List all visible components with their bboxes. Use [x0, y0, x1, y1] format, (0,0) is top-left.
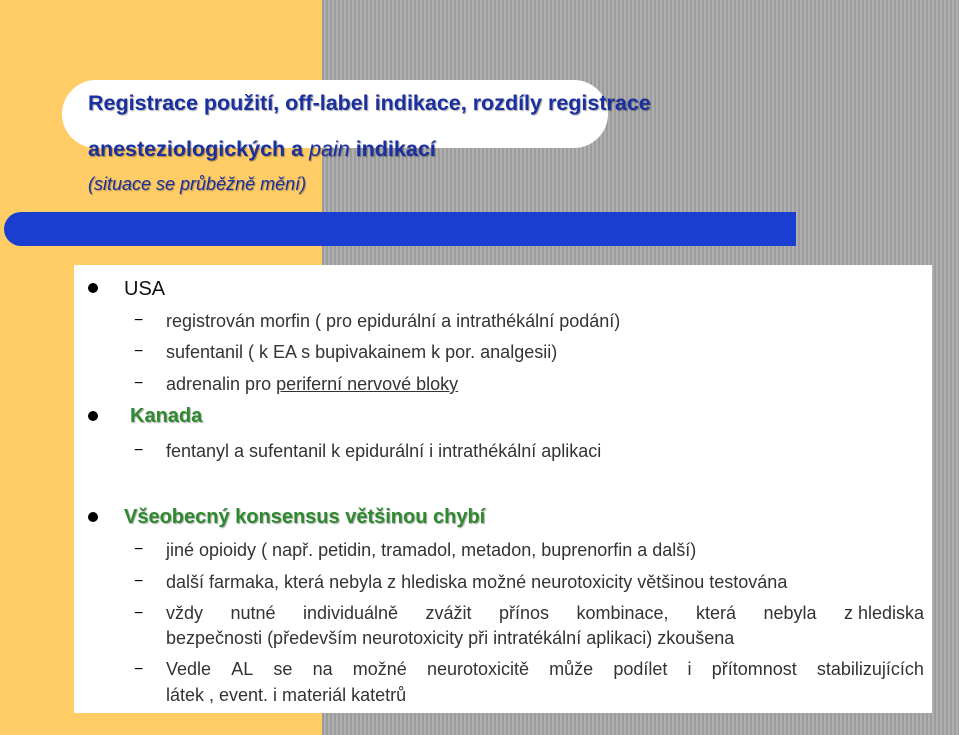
word: zvážit [425, 603, 472, 623]
word: podílet [613, 659, 668, 679]
bullet-dot-icon [88, 512, 98, 522]
word: kombinace, [576, 603, 669, 623]
word: vždy [166, 603, 204, 623]
word: nutné [230, 603, 276, 623]
word: se [273, 659, 293, 679]
dash-icon: − [134, 605, 144, 622]
list-item-continuation: látek , event. i materiál katetrů [166, 685, 407, 705]
decorative-blue-bar [4, 212, 796, 246]
title-line-2 [88, 134, 848, 174]
title-italic-word: pain [309, 137, 350, 161]
word: přínos [498, 603, 549, 623]
word: na [312, 659, 333, 679]
section-heading-kanada: Kanada [130, 405, 203, 427]
list-item [166, 374, 458, 395]
slide-subtitle: (situace se průběžně mění) [88, 174, 307, 194]
bullet-dot-icon [88, 411, 98, 421]
title-line-2-prefix: anesteziologických a [88, 137, 310, 161]
dash-icon: − [134, 312, 144, 329]
section-heading-konsensus: Všeobecný konsensus většinou chybí [124, 506, 486, 528]
word: z hlediska [843, 603, 924, 623]
list-item: další farmaka, která nebyla z hlediska možné neurotoxicity většinou testována [166, 572, 788, 592]
word: možné [352, 659, 407, 679]
word: přítomnost [711, 659, 797, 679]
dash-icon: − [134, 375, 144, 392]
title-line-1: Registrace použití, off-label indikace, rozdíly registrace [88, 91, 651, 115]
word: může [549, 659, 594, 679]
list-item-continuation: bezpečnosti (především neurotoxicity při intratékální aplikaci) zkoušena [166, 628, 735, 648]
section-heading-usa: USA [124, 278, 166, 300]
dash-icon: − [134, 661, 144, 678]
list-item: sufentanil ( k EA s bupivakainem k por. analgesii) [166, 342, 558, 362]
word: nebyla [763, 603, 817, 623]
list-item: registrován morfin ( pro epidurální a intrathékální podání) [166, 311, 621, 331]
word: i [687, 659, 692, 679]
word: Vedle [166, 659, 212, 679]
dash-icon: − [134, 442, 144, 459]
word: která [695, 603, 736, 623]
dash-icon: − [134, 573, 144, 590]
list-item: jiné opioidy ( např. petidin, tramadol, metadon, buprenorfin a další) [166, 540, 697, 560]
word: individuálně [302, 603, 399, 623]
word: stabilizujících [816, 659, 924, 679]
title-line-2-suffix: indikací [349, 137, 436, 161]
bullet-dot-icon [88, 283, 98, 293]
list-item: fentanyl a sufentanil k epidurální i intrathékální aplikaci [166, 441, 602, 461]
dash-icon: − [134, 541, 144, 558]
dash-icon: − [134, 343, 144, 360]
justified-line [166, 603, 924, 624]
word: AL [231, 659, 254, 679]
list-item-prefix: adrenalin pro [166, 374, 277, 394]
underlined-term: periferní nervové bloky [276, 374, 459, 394]
slide-title [88, 88, 848, 195]
justified-line [166, 659, 924, 680]
word: neurotoxicitě [426, 659, 529, 679]
